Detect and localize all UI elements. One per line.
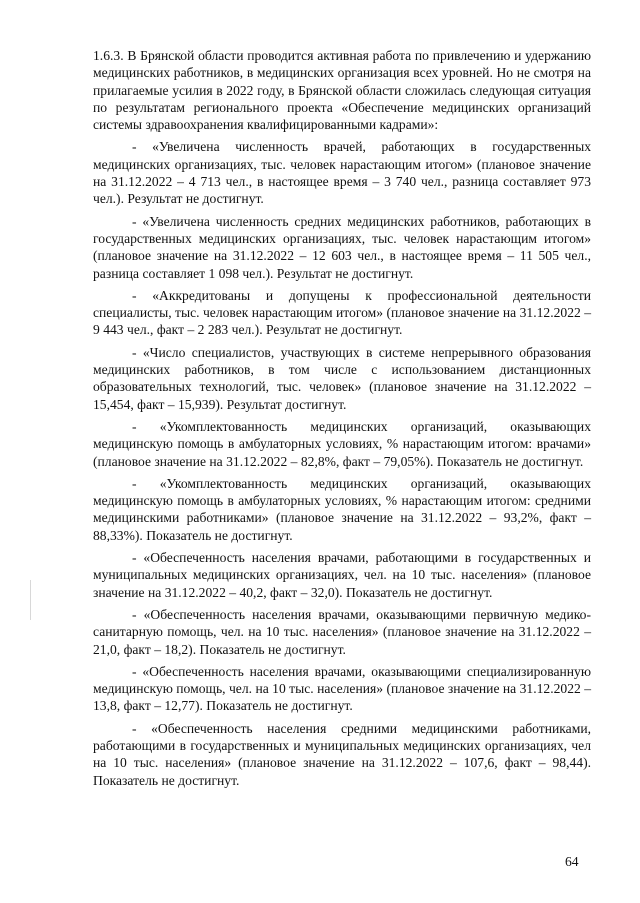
paragraph-staffing-nurses: - «Укомплектованность медицинских организаций, оказывающих медицинскую помощь в амбулаторных условиях, % нарастающим итогом: средними медицинскими работниками» (плановое значение на 31.12.2022 – 93,2%, факт – 88,33%). Показатель не достигнут.	[93, 475, 591, 543]
paragraph-doctors-count: - «Увеличена численность врачей, работающих в государственных медицинских организациях, тыс. человек нарастающим итогом» (плановое значение на 31.12.2022 – 4 713 чел., в настоящее время – 3 740 чел., разница составляет 973 чел.). Результат не достигнут.	[93, 139, 591, 207]
document-body	[93, 47, 591, 794]
paragraph-continuing-education: - «Число специалистов, участвующих в системе непрерывного образования медицинских работников, в том числе с использованием дистанционных образовательных технологий, тыс. человек» (плановое значение на 31.12.2022 – 15,454, факт – 15,939). Результат достигнут.	[93, 344, 591, 412]
paragraph-accredited-specialists: - «Аккредитованы и допущены к профессиональной деятельности специалисты, тыс. человек нарастающим итогом» (плановое значение на 31.12.2022 – 9 443 чел., факт – 2 283 чел.). Результат не достигнут.	[93, 287, 591, 338]
paragraph-doctor-coverage-specialized: - «Обеспеченность населения врачами, оказывающими специализированную медицинскую помощь, чел. на 10 тыс. населения» (плановое значение на 31.12.2022 – 13,8, факт – 12,77). Показатель не достигнут.	[93, 663, 591, 714]
paragraph-staffing-doctors: - «Укомплектованность медицинских организаций, оказывающих медицинскую помощь в амбулаторных условиях, % нарастающим итогом: врачами» (плановое значение на 31.12.2022 – 82,8%, факт – 79,05%). Показатель не достигнут.	[93, 418, 591, 469]
page-number: 64	[565, 854, 579, 869]
paragraph-nurses-count: - «Увеличена численность средних медицинских работников, работающих в государственных медицинских организациях, тыс. человек нарастающим итогом» (плановое значение на 31.12.2022 – 12 603 чел., в настоящее время – 11 505 чел., разница составляет 1 098 чел.). Результат не достигнут.	[93, 213, 591, 281]
scan-edge-mark	[30, 580, 31, 620]
paragraph-doctor-coverage-state: - «Обеспеченность населения врачами, работающими в государственных и муниципальных медицинских организациях, чел. на 10 тыс. населения» (плановое значение на 31.12.2022 – 40,2, факт – 32,0). Показатель не достигнут.	[93, 550, 591, 600]
paragraph-doctor-coverage-primary: - «Обеспеченность населения врачами, оказывающими первичную медико-санитарную помощь, чел. на 10 тыс. населения» (плановое значение на 31.12.2022 – 21,0, факт – 18,2). Показатель не достигнут.	[93, 606, 591, 657]
paragraph-nurse-coverage: - «Обеспеченность населения средними медицинскими работниками, работающими в государственных и муниципальных медицинских организациях, чел на 10 тыс. населения» (плановое значение на 31.12.2022 – 107,6, факт – 98,44). Показатель не достигнут.	[93, 720, 591, 788]
paragraph-intro: 1.6.3. В Брянской области проводится активная работа по привлечению и удержанию медицинских работников, в медицинских организация всех уровней. Но не смотря на прилагаемые усилия в 2022 году, в Брянской области сложилась следующая ситуация по результатам регионального проекта «Обеспечение медицинских организаций системы здравоохранения квалифицированными кадрами»:	[93, 48, 591, 133]
